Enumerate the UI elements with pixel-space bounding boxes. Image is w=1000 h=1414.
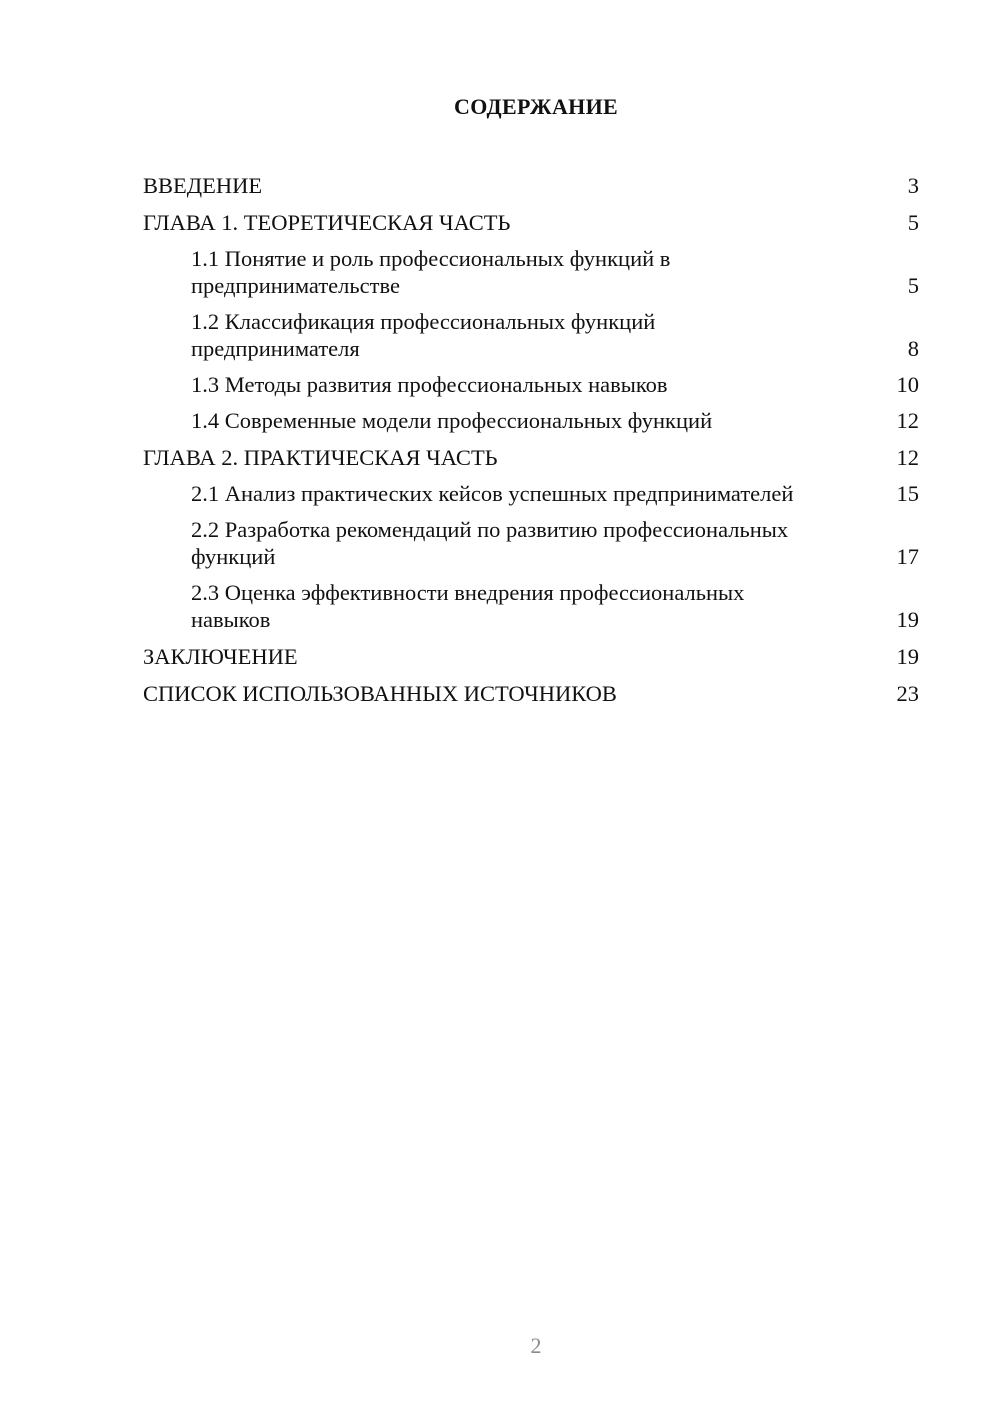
toc-entry-page: 17 <box>896 544 919 569</box>
toc-entry-page: 5 <box>907 210 919 235</box>
toc-entry-section-1-1[interactable] <box>143 241 919 304</box>
toc-entry-page: 23 <box>896 681 919 706</box>
toc-entry-section-2-1[interactable] <box>143 476 919 512</box>
toc-entry-label: 1.3 Методы развития профессиональных навыков <box>191 372 668 397</box>
toc-entry-references[interactable] <box>143 675 919 712</box>
toc-entry-section-1-2[interactable] <box>143 304 919 367</box>
toc-entry-introduction[interactable] <box>143 167 919 204</box>
toc-entry-page: 19 <box>896 644 919 669</box>
page-title: СОДЕРЖАНИЕ <box>454 94 618 119</box>
toc-entry-label: ВВЕДЕНИЕ <box>143 173 263 198</box>
toc-entry-page: 19 <box>896 607 919 632</box>
toc-entry-section-1-3[interactable] <box>143 367 919 403</box>
toc-entry-label: 1.4 Современные модели профессиональных функций <box>191 408 713 433</box>
toc-entry-label: 1.1 Понятие и роль профессиональных функций в предпринимательстве <box>191 246 671 298</box>
toc-entry-section-2-2[interactable] <box>143 512 919 575</box>
toc-entry-label: 2.2 Разработка рекомендаций по развитию профессиональных функций <box>191 517 789 569</box>
toc-entry-label: ГЛАВА 2. ПРАКТИЧЕСКАЯ ЧАСТЬ <box>143 445 498 470</box>
toc-entry-page: 15 <box>896 481 919 506</box>
toc-entry-page: 12 <box>896 408 919 433</box>
table-of-contents <box>143 167 919 712</box>
toc-entry-label: ЗАКЛЮЧЕНИЕ <box>143 644 298 669</box>
toc-entry-label: СПИСОК ИСПОЛЬЗОВАННЫХ ИСТОЧНИКОВ <box>143 681 617 706</box>
toc-entry-section-1-4[interactable] <box>143 403 919 439</box>
toc-entry-label: 2.1 Анализ практических кейсов успешных предпринимателей <box>191 481 794 506</box>
toc-entry-label: 2.3 Оценка эффективности внедрения профессиональных навыков <box>191 580 745 632</box>
toc-entry-chapter-1[interactable] <box>143 204 919 241</box>
toc-entry-chapter-2[interactable] <box>143 439 919 476</box>
toc-entry-page: 8 <box>907 336 919 361</box>
toc-entry-page: 10 <box>896 372 919 397</box>
toc-entry-page: 3 <box>907 173 919 198</box>
toc-entry-label: 1.2 Классификация профессиональных функций предпринимателя <box>191 309 656 361</box>
toc-entry-section-2-3[interactable] <box>143 575 919 638</box>
toc-entry-page: 5 <box>907 273 919 298</box>
toc-entry-conclusion[interactable] <box>143 638 919 675</box>
toc-entry-label: ГЛАВА 1. ТЕОРЕТИЧЕСКАЯ ЧАСТЬ <box>143 210 511 235</box>
page-number: 2 <box>530 1333 542 1358</box>
toc-entry-page: 12 <box>896 445 919 470</box>
